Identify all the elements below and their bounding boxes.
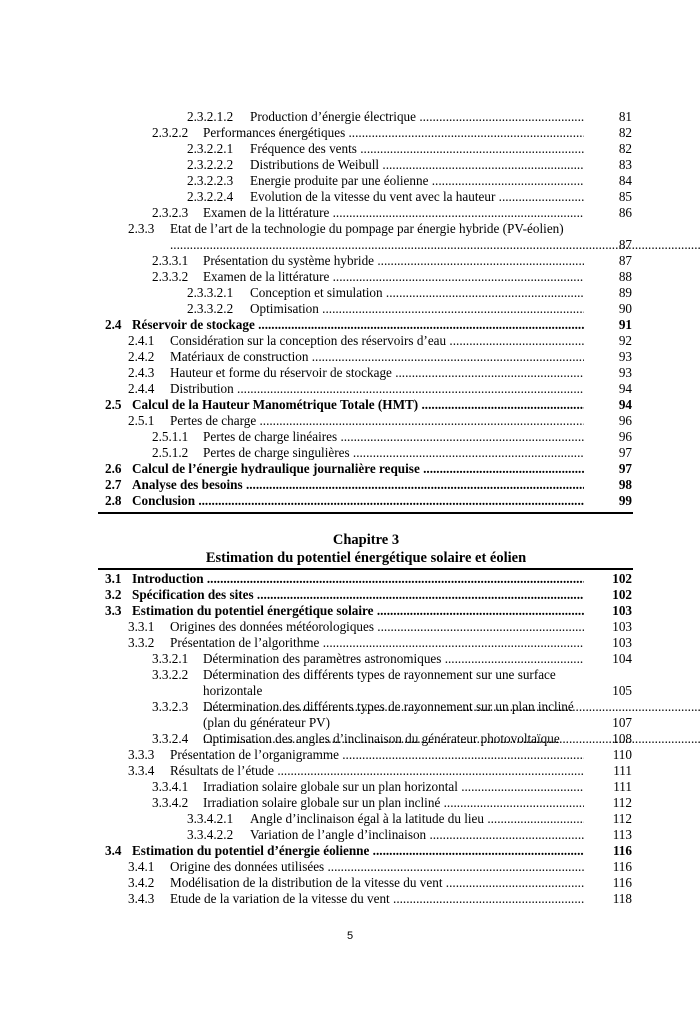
- toc-entry-number: 2.5.1: [128, 413, 155, 428]
- toc-entry-page: 84: [618, 173, 632, 188]
- toc-entry-title: Matériaux de construction .....: [170, 349, 584, 365]
- toc-entry-page: 91: [618, 317, 632, 332]
- toc-entry-number: 2.3.2.2.2: [187, 157, 234, 172]
- toc-entry-number: 2.3.2.2.1: [187, 141, 234, 156]
- toc-entry-page: 94: [618, 397, 632, 412]
- toc-entry-title: Examen de la littérature .....: [203, 269, 584, 285]
- toc-entry-page: 92: [618, 333, 632, 348]
- toc-entry-page: 102: [612, 587, 632, 602]
- toc-entry-number: 2.5.1.2: [152, 445, 189, 460]
- toc-entry-number: 2.4.4: [128, 381, 155, 396]
- toc-entry-title: Origine des données utilisées .....: [170, 859, 584, 875]
- toc-entry-page: 96: [618, 413, 632, 428]
- toc-entry-title: Considération sur la conception des réservoirs d’eau .....: [170, 333, 584, 349]
- toc-entry-title: Analyse des besoins .....: [132, 477, 584, 493]
- toc-entry-number: 3.3.4.2.2: [187, 827, 234, 842]
- toc-entry-number: 3.2: [105, 587, 122, 602]
- toc-entry-number: 3.4.3: [128, 891, 155, 906]
- toc-entry-number: 3.4.1: [128, 859, 155, 874]
- toc-entry: [100, 859, 632, 875]
- toc-entry: [100, 651, 632, 667]
- toc-entry: [100, 827, 632, 843]
- toc-entry: [100, 779, 632, 795]
- toc-entry: [100, 221, 632, 253]
- toc-entry-number: 3.3.4.2.1: [187, 811, 234, 826]
- toc-section-chapter-3: [100, 571, 632, 907]
- toc-entry-page: 103: [612, 635, 632, 650]
- toc-entry: [100, 811, 632, 827]
- toc-entry-page: 85: [618, 189, 632, 204]
- toc-entry-page: 116: [612, 843, 632, 858]
- toc-entry-page: 97: [618, 445, 632, 460]
- toc-entry-number: 2.3.2.2: [152, 125, 189, 140]
- toc-entry-page: 105: [612, 683, 632, 698]
- toc-entry-title: Distributions de Weibull .....: [250, 157, 584, 173]
- toc-entry: [100, 635, 632, 651]
- toc-entry-page: 111: [613, 779, 632, 794]
- toc-entry: [100, 571, 632, 587]
- toc-entry-title: Etude de la variation de la vitesse du vent .....: [170, 891, 584, 907]
- toc-entry-number: 2.4.1: [128, 333, 155, 348]
- toc-entry: [100, 125, 632, 141]
- toc-entry-number: 2.3.3.2: [152, 269, 189, 284]
- toc-entry-number: 2.4.2: [128, 349, 155, 364]
- toc-entry: [100, 429, 632, 445]
- toc-entry-number: 2.3.3.2.1: [187, 285, 234, 300]
- toc-entry: [100, 795, 632, 811]
- toc-entry: [100, 301, 632, 317]
- toc-entry: [100, 205, 632, 221]
- page-number: 5: [346, 930, 354, 942]
- toc-entry-page: 113: [612, 827, 632, 842]
- toc-entry-page: 96: [618, 429, 632, 444]
- toc-entry-page: 112: [612, 811, 632, 826]
- toc-entry-page: 97: [618, 461, 632, 476]
- toc-entry-number: 3.4.2: [128, 875, 155, 890]
- toc-entry-page: 112: [612, 795, 632, 810]
- toc-entry-page: 93: [618, 365, 632, 380]
- toc-entry-number: 3.3.2: [128, 635, 155, 650]
- toc-entry-title: Evolution de la vitesse du vent avec la hauteur .....: [250, 189, 584, 205]
- toc-entry-page: 104: [612, 651, 632, 666]
- toc-entry-page: 103: [612, 619, 632, 634]
- toc-entry-number: 2.3.2.2.4: [187, 189, 234, 204]
- toc-entry: [100, 253, 632, 269]
- toc-entry-title: Estimation du potentiel d’énergie éolienne .....: [132, 843, 584, 859]
- toc-entry: [100, 173, 632, 189]
- toc-entry-title: Pertes de charge linéaires .....: [203, 429, 584, 445]
- toc-entry-number: 3.3.2.3: [152, 699, 189, 714]
- toc-entry-number: 2.8: [105, 493, 122, 508]
- toc-entry-page: 98: [618, 477, 632, 492]
- toc-entry-page: 89: [618, 285, 632, 300]
- toc-entry-page: 81: [618, 109, 632, 124]
- toc-entry-title: Irradiation solaire globale sur un plan horizontal .....: [203, 779, 584, 795]
- toc-entry-number: 3.3.2.2: [152, 667, 189, 682]
- toc-entry-page: 86: [618, 205, 632, 220]
- toc-entry-title: Présentation de l’organigramme .....: [170, 747, 584, 763]
- toc-entry-title: Estimation du potentiel énergétique solaire .....: [132, 603, 584, 619]
- toc-entry-page: 118: [612, 891, 632, 906]
- toc-entry-title: Réservoir de stockage .....: [132, 317, 584, 333]
- toc-entry-page: 103: [612, 603, 632, 618]
- toc-entry: [100, 317, 632, 333]
- toc-entry-title: Présentation de l’algorithme .....: [170, 635, 584, 651]
- toc-entry: [100, 619, 632, 635]
- toc-entry-title: Origines des données météorologiques .....: [170, 619, 584, 635]
- toc-entry-number: 2.4.3: [128, 365, 155, 380]
- toc-entry: [100, 699, 632, 731]
- toc-entry-number: 2.6: [105, 461, 122, 476]
- toc-entry-title: Spécification des sites .....: [132, 587, 584, 603]
- divider-line: [98, 568, 633, 570]
- toc-entry: [100, 875, 632, 891]
- toc-entry: [100, 413, 632, 429]
- toc-entry: [100, 365, 632, 381]
- toc-entry: [100, 891, 632, 907]
- toc-entry-page: 83: [618, 157, 632, 172]
- toc-entry-page: 93: [618, 349, 632, 364]
- toc-entry-title: Optimisation .....: [250, 301, 584, 317]
- toc-entry: [100, 269, 632, 285]
- toc-entry-number: 3.4: [105, 843, 122, 858]
- toc-entry-title: Examen de la littérature .....: [203, 205, 584, 221]
- toc-entry-number: 2.5: [105, 397, 122, 412]
- toc-section-chapter-2: [100, 109, 632, 509]
- toc-entry: [100, 189, 632, 205]
- toc-entry-page: 111: [613, 763, 632, 778]
- toc-entry-title: Conclusion .....: [132, 493, 584, 509]
- toc-entry-page: 110: [612, 747, 632, 762]
- toc-entry-number: 3.3.4.1: [152, 779, 189, 794]
- toc-entry-title: Distribution .....: [170, 381, 584, 397]
- toc-entry-number: 3.3.3: [128, 747, 155, 762]
- toc-entry-number: 2.3.2.1.2: [187, 109, 234, 124]
- toc-entry: [100, 141, 632, 157]
- toc-entry: [100, 477, 632, 493]
- toc-entry-number: 2.3.3: [128, 221, 155, 236]
- toc-entry: [100, 157, 632, 173]
- toc-entry-page: 102: [612, 571, 632, 586]
- toc-entry-title: Production d’énergie électrique .....: [250, 109, 584, 125]
- toc-entry-title: Optimisation des angles d’inclinaison du générateur photovoltaïque: [203, 731, 560, 746]
- toc-entry-page: 99: [618, 493, 632, 508]
- toc-entry-number: 2.3.2.3: [152, 205, 189, 220]
- toc-entry: [100, 445, 632, 461]
- toc-entry-title: Calcul de la Hauteur Manométrique Totale (HMT) .....: [132, 397, 584, 413]
- toc-entry-title: Présentation du système hybride .....: [203, 253, 584, 269]
- toc-entry-page: 87: [618, 253, 632, 268]
- toc-entry-title: Angle d’inclinaison égal à la latitude du lieu .....: [250, 811, 584, 827]
- toc-entry-number: 2.7: [105, 477, 122, 492]
- toc-entry-number: 2.3.3.1: [152, 253, 189, 268]
- toc-entry-page: 82: [618, 141, 632, 156]
- divider-line: [98, 512, 633, 514]
- toc-entry-title: Introduction .....: [132, 571, 584, 587]
- toc-entry-number: 3.1: [105, 571, 122, 586]
- toc-entry: [100, 461, 632, 477]
- toc-entry-number: 2.4: [105, 317, 122, 332]
- toc-entry-title: Détermination des différents types de rayonnement sur un plan incliné (plan du générateur PV) .....: [203, 699, 584, 747]
- toc-entry: [100, 349, 632, 365]
- toc-entry: [100, 747, 632, 763]
- toc-entry-title: Variation de l’angle d’inclinaison .....: [250, 827, 584, 843]
- toc-entry-title: Performances énergétiques .....: [203, 125, 584, 141]
- toc-entry-number: 2.3.2.2.3: [187, 173, 234, 188]
- toc-entry-number: 3.3.2.4: [152, 731, 189, 746]
- toc-entry-page: 90: [618, 301, 632, 316]
- toc-entry: [100, 843, 632, 859]
- toc-entry: [100, 333, 632, 349]
- toc-entry-page: 88: [618, 269, 632, 284]
- toc-entry: [100, 285, 632, 301]
- toc-entry-page: 94: [618, 381, 632, 396]
- toc-entry-title: Irradiation solaire globale sur un plan incliné .....: [203, 795, 584, 811]
- toc-entry-title: Calcul de l’énergie hydraulique journalière requise .....: [132, 461, 584, 477]
- toc-entry: [100, 763, 632, 779]
- toc-entry-number: 2.5.1.1: [152, 429, 189, 444]
- toc-entry-title: Détermination des différents types de rayonnement sur une surface horizontale .....: [203, 667, 584, 715]
- toc-entry-title: Energie produite par une éolienne .....: [250, 173, 584, 189]
- toc-entry: [100, 667, 632, 699]
- toc-entry: [100, 493, 632, 509]
- toc-entry: [100, 587, 632, 603]
- toc-entry-title: Fréquence des vents .....: [250, 141, 584, 157]
- toc-entry-title: Pertes de charge .....: [170, 413, 584, 429]
- toc-entry: [100, 603, 632, 619]
- toc-entry-page: 116: [612, 859, 632, 874]
- toc-entry-number: 3.3.4: [128, 763, 155, 778]
- toc-entry-number: 3.3.2.1: [152, 651, 189, 666]
- toc-entry-page: 116: [612, 875, 632, 890]
- toc-entry-title: Hauteur et forme du réservoir de stockage .....: [170, 365, 584, 381]
- toc-entry-number: 3.3.1: [128, 619, 155, 634]
- toc-entry-page: 82: [618, 125, 632, 140]
- toc-entry-title: Résultats de l’étude .....: [170, 763, 584, 779]
- toc-entry-title: Pertes de charge singulières .....: [203, 445, 584, 461]
- toc-entry-title: Etat de l’art de la technologie du pompage par énergie hybride (PV-éolien) .....: [170, 221, 584, 253]
- toc-entry-number: 3.3: [105, 603, 122, 618]
- toc-entry-page: 87: [618, 237, 632, 252]
- toc-entry-title: Modélisation de la distribution de la vitesse du vent .....: [170, 875, 584, 891]
- toc-entry-page: 108: [612, 731, 632, 746]
- toc-entry-number: 3.3.4.2: [152, 795, 189, 810]
- toc-entry: [100, 731, 632, 747]
- toc-entry-title: Détermination des paramètres astronomiques .....: [203, 651, 584, 667]
- toc-entry: [100, 381, 632, 397]
- toc-entry-page: 107: [612, 715, 632, 730]
- toc-entry: [100, 397, 632, 413]
- toc-entry: [100, 109, 632, 125]
- toc-entry-number: 2.3.3.2.2: [187, 301, 234, 316]
- toc-entry-title: Conception et simulation .....: [250, 285, 584, 301]
- chapter-title: Estimation du potentiel énergétique solaire et éolien: [205, 550, 527, 566]
- chapter-label: Chapitre 3: [332, 532, 400, 548]
